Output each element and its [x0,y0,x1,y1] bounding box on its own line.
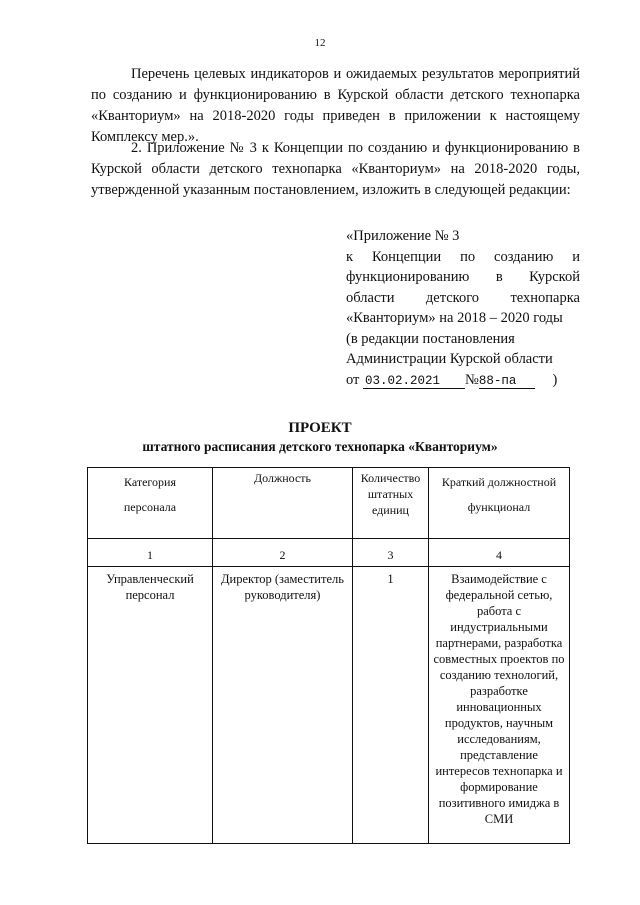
header-position: Должность [213,468,353,539]
column-number-row [88,539,570,567]
header-category-line-1: Категория [124,475,176,489]
appendix-line-6: (в редакции постановления [346,330,515,347]
document-title: ПРОЕКТ [288,420,352,436]
cell-position: Директор (заместитель руководителя) [213,567,353,844]
header-category [88,468,213,539]
from-label: от [346,371,360,388]
paragraph-indicators: Перечень целевых индикаторов и ожидаемых результатов мероприятий по созданию и функционированию в Курской области детского технопарка «Кванториум» на 2018-2020 годы приведен в приложении к настоящему Комплексу мер.». [91,66,580,145]
appendix-line-4: области детского технопарка [346,289,580,306]
cell-count: 1 [353,567,429,844]
number-label: № [465,371,479,388]
column-number: 3 [353,539,429,567]
header-duties [429,468,570,539]
appendix-date-line [346,370,580,391]
header-duties-line-2: функционал [467,500,531,514]
paragraph-amendment: 2. Приложение № 3 к Концепции по созданию и функционированию в Курской области детского технопарка «Кванториум» на 2018-2020 годы, утвержденной указанным постановлением, изложить в следующей редакции: [91,140,580,198]
resolution-date: 03.02.2021 [363,374,465,389]
document-subtitle: штатного расписания детского технопарка «Кванториум» [142,439,498,454]
column-number: 4 [429,539,570,567]
table-row [88,567,570,844]
cell-category: Управленческий персонал [88,567,213,844]
appendix-line-7: Администрации Курской области [346,351,553,367]
header-duties-line-1: Краткий должностной [441,475,557,489]
appendix-line-1: «Приложение № 3 [346,228,460,244]
staff-table [87,467,570,844]
column-number: 1 [88,539,213,567]
column-number: 2 [213,539,353,567]
appendix-header [346,226,580,390]
appendix-line-5: «Кванториум» на 2018 – 2020 годы [346,310,563,326]
header-count: Количество штатных единиц [353,468,429,539]
appendix-line-2: к Концепции по созданию и [346,248,580,265]
table-header-row [88,468,570,539]
header-category-line-2: персонала [123,500,177,514]
appendix-line-3: функционированию в Курской [346,269,580,285]
cell-duties: Взаимодействие с федеральной сетью, работа с индустриальными партнерами, разработка совместных проектов по созданию технологий, разработке инновационных продуктов, научным исследованиям, представление интересов технопарка и формирование позитивного имиджа в СМИ [429,567,570,844]
resolution-number: 88-па [479,374,535,389]
page-number: 12 [314,37,326,49]
closing-paren: ) [552,371,558,388]
